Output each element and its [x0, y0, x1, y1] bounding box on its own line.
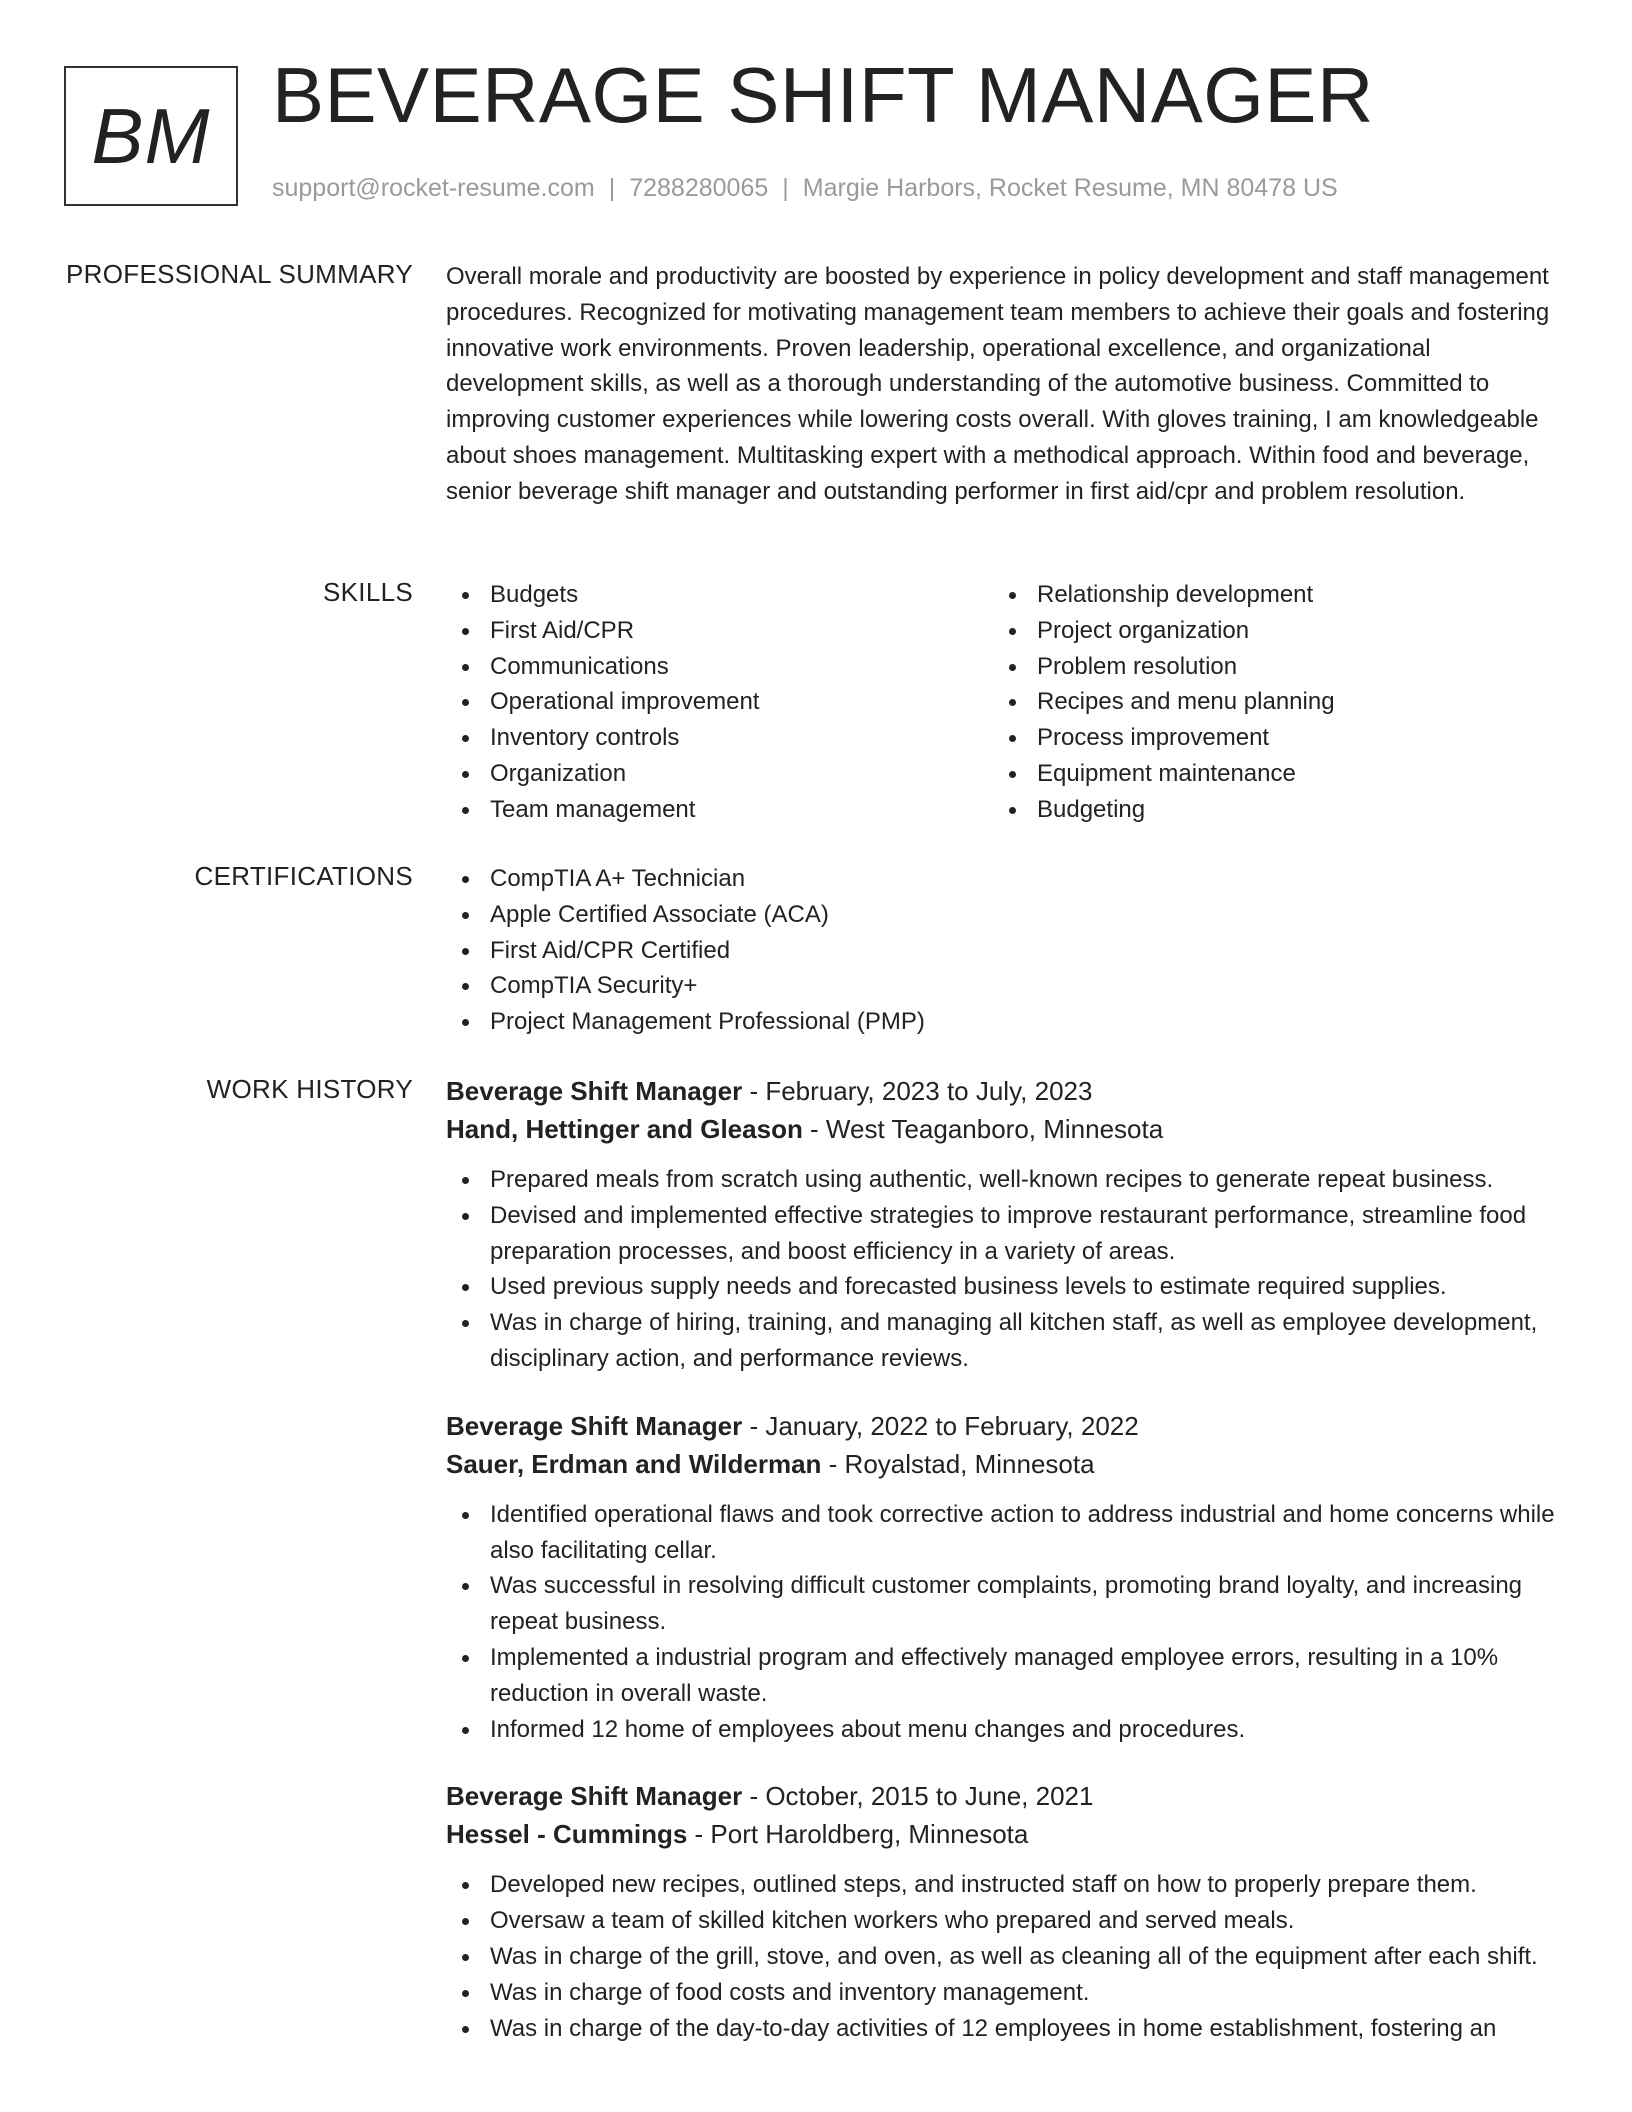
skill-item: Team management — [446, 792, 986, 828]
job-title: Beverage Shift Manager — [446, 1410, 743, 1441]
summary-heading: PROFESSIONAL SUMMARY — [66, 259, 413, 289]
job-bullet: Was in charge of the day-to-day activities of 12 employees in home establishment, fostering an — [446, 2011, 1562, 2047]
skill-item: Recipes and menu planning — [993, 684, 1533, 720]
certification-item: CompTIA A+ Technician — [446, 861, 1562, 897]
skill-item: Communications — [446, 649, 986, 685]
job-bullet: Oversaw a team of skilled kitchen workers who prepared and served meals. — [446, 1903, 1562, 1939]
job-company-line — [446, 1815, 1562, 1853]
certification-item: CompTIA Security+ — [446, 968, 1562, 1004]
skill-item: Equipment maintenance — [993, 756, 1533, 792]
skill-item: Organization — [446, 756, 986, 792]
job-company-line — [446, 1110, 1562, 1148]
skill-item: Process improvement — [993, 720, 1533, 756]
skill-item: Relationship development — [993, 577, 1533, 613]
job-dates: - October, 2015 to June, 2021 — [742, 1781, 1094, 1812]
job-bullets — [446, 1497, 1562, 1748]
contact-phone[interactable]: 7288280065 — [629, 174, 769, 202]
job-dates: - February, 2023 to July, 2023 — [742, 1076, 1093, 1106]
monogram-initials: BM — [91, 91, 211, 180]
summary-text: Overall morale and productivity are boosted by experience in policy development and staff management procedures. Recognized for motivating management team members to achieve their goals and fostering innovative work environments. Proven leadership, operational excellence, and organizational development skills, as well as a thorough understanding of the automotive business. Committed to improving customer experiences while lowering costs overall. With gloves training, I am knowledgeable about shoes management. Multitasking expert with a methodical approach. Within food and beverage, senior beverage shift manager and outstanding performer in first aid/cpr and problem resolution. — [446, 263, 1550, 505]
contact-email[interactable]: support@rocket-resume.com — [272, 174, 595, 202]
job-location: - Royalstad, Minnesota — [821, 1448, 1095, 1479]
job-bullet: Was in charge of hiring, training, and managing all kitchen staff, as well as employee development, disciplinary action, and performance reviews. — [446, 1305, 1562, 1377]
job-bullet: Was in charge of food costs and inventory management. — [446, 1975, 1562, 2011]
work-history-heading: WORK HISTORY — [206, 1074, 413, 1104]
job-bullets — [446, 1162, 1562, 1377]
skill-item: Budgets — [446, 577, 986, 613]
job-dates: - January, 2022 to February, 2022 — [742, 1410, 1139, 1441]
job-bullet: Used previous supply needs and forecasted business levels to estimate required supplies. — [446, 1269, 1562, 1305]
job-entry — [446, 1777, 1562, 2046]
job-bullet: Informed 12 home of employees about menu changes and procedures. — [446, 1712, 1562, 1748]
job-bullets — [446, 1867, 1562, 2046]
certifications-list — [446, 861, 1562, 1040]
contact-line — [272, 174, 1338, 203]
skills-list-left — [446, 577, 986, 828]
job-entry — [446, 1072, 1562, 1377]
job-bullet: Implemented a industrial program and effectively managed employee errors, resulting in a 10% reduction in overall waste. — [446, 1640, 1562, 1712]
certification-item: Project Management Professional (PMP) — [446, 1004, 1562, 1040]
job-bullet: Identified operational flaws and took corrective action to address industrial and home concerns while also facilitating cellar. — [446, 1497, 1562, 1569]
job-entry — [446, 1407, 1562, 1748]
job-title: Beverage Shift Manager — [446, 1781, 743, 1812]
skill-item: First Aid/CPR — [446, 613, 986, 649]
job-title-line — [446, 1777, 1562, 1815]
certification-item: Apple Certified Associate (ACA) — [446, 897, 1562, 933]
job-bullet: Was in charge of the grill, stove, and oven, as well as cleaning all of the equipment after each shift. — [446, 1939, 1562, 1975]
skill-item: Operational improvement — [446, 684, 986, 720]
job-company: Sauer, Erdman and Wilderman — [446, 1448, 822, 1479]
job-bullet: Developed new recipes, outlined steps, and instructed staff on how to properly prepare them. — [446, 1867, 1562, 1903]
job-title-line — [446, 1407, 1562, 1445]
skills-heading: SKILLS — [323, 577, 413, 607]
job-title-line — [446, 1072, 1562, 1110]
job-company: Hand, Hettinger and Gleason — [446, 1114, 803, 1144]
job-bullet: Was successful in resolving difficult customer complaints, promoting brand loyalty, and increasing repeat business. — [446, 1568, 1562, 1640]
skill-item: Inventory controls — [446, 720, 986, 756]
skill-item: Problem resolution — [993, 649, 1533, 685]
job-company-line — [446, 1445, 1562, 1483]
job-location: - West Teaganboro, Minnesota — [802, 1114, 1164, 1144]
job-company: Hessel - Cummings — [446, 1819, 688, 1850]
monogram-badge — [64, 66, 238, 206]
work-history — [446, 1072, 1562, 2076]
resume-title: BEVERAGE SHIFT MANAGER — [272, 51, 1374, 139]
certifications-heading: CERTIFICATIONS — [194, 861, 413, 891]
job-location: - Port Haroldberg, Minnesota — [687, 1819, 1029, 1850]
contact-separator: | — [608, 174, 616, 202]
contact-address: Margie Harbors, Rocket Resume, MN 80478 US — [802, 174, 1338, 202]
job-title: Beverage Shift Manager — [446, 1076, 743, 1106]
skills-list-right — [993, 577, 1533, 828]
job-bullet: Prepared meals from scratch using authentic, well-known recipes to generate repeat business. — [446, 1162, 1562, 1198]
contact-separator: | — [782, 174, 789, 202]
job-bullet: Devised and implemented effective strategies to improve restaurant performance, streamline food preparation processes, and boost efficiency in a variety of areas. — [446, 1198, 1562, 1270]
certification-item: First Aid/CPR Certified — [446, 933, 1562, 969]
skill-item: Project organization — [993, 613, 1533, 649]
skill-item: Budgeting — [993, 792, 1533, 828]
